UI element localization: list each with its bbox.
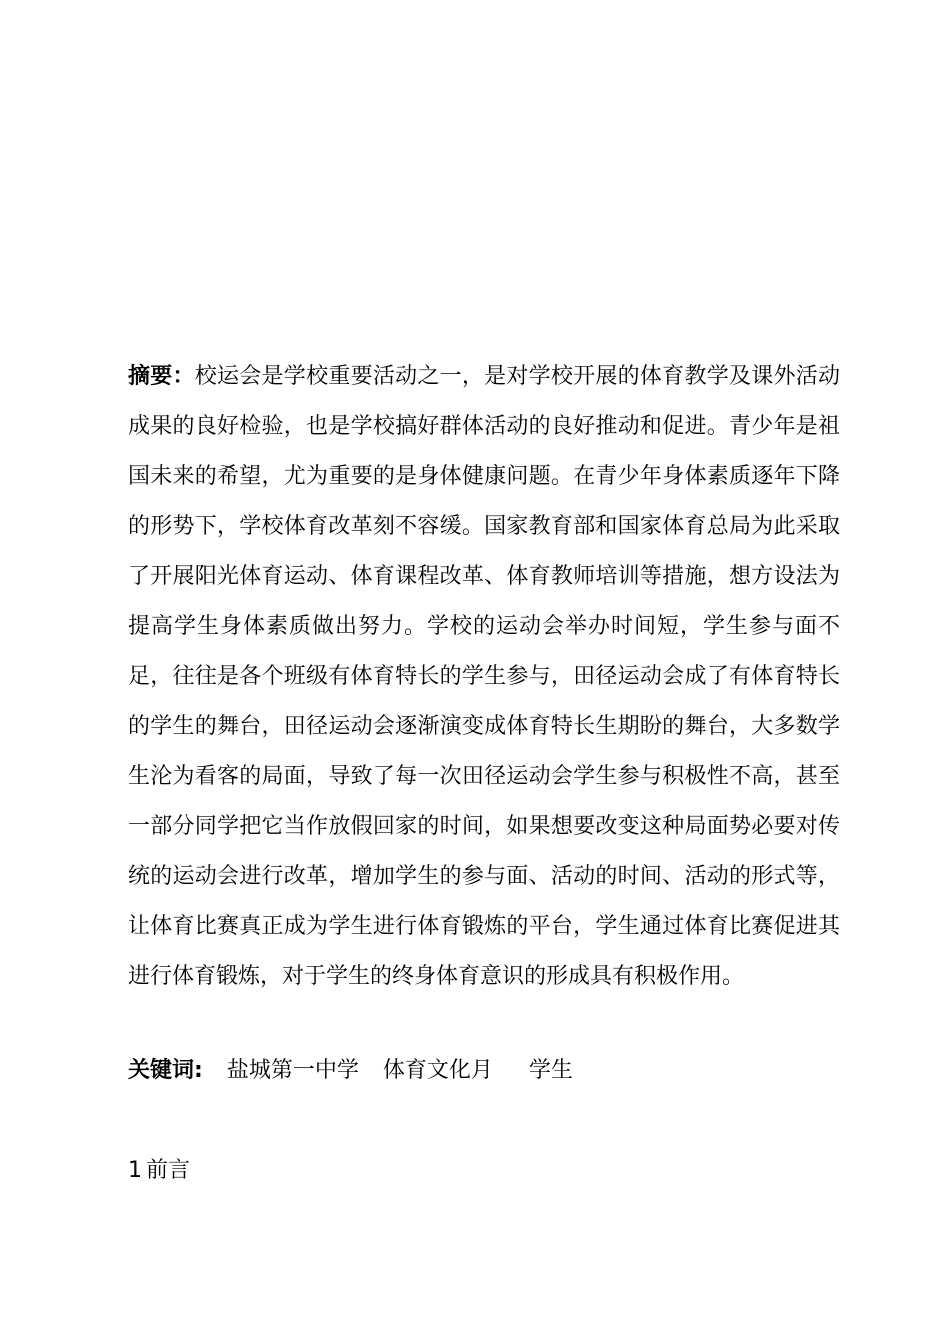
abstract-label: 摘要： <box>128 364 195 389</box>
keyword-item: 体育文化月 <box>382 1058 493 1083</box>
section-number: 1 <box>128 1158 142 1183</box>
abstract-paragraph <box>128 352 840 1002</box>
section-heading <box>128 1146 190 1196</box>
keywords-line <box>128 1046 840 1096</box>
keywords-label: 关键词: <box>128 1058 203 1083</box>
abstract-text: 校运会是学校重要活动之一，是对学校开展的体育教学及课外活动成果的良好检验，也是学校搞好群体活动的良好推动和促进。青少年是祖国未来的希望，尤为重要的是身体健康问题。在青少年身体素质逐年下降的形势下，学校体育改革刻不容缓。国家教育部和国家体育总局为此采取了开展阳光体育运动、体育课程改革、体育教师培训等措施，想方设法为提高学生身体素质做出努力。学校的运动会举办时间短，学生参与面不足，往往是各个班级有体育特长的学生参与，田径运动会成了有体育特长的学生的舞台，田径运动会逐渐演变成体育特长生期盼的舞台，大多数学生沦为看客的局面，导致了每一次田径运动会学生参与积极性不高，甚至一部分同学把它当作放假回家的时间，如果想要改变这种局面势必要对传统的运动会进行改革，增加学生的参与面、活动的时间、活动的形式等，让体育比赛真正成为学生进行体育锻炼的平台，学生通过体育比赛促进其进行体育锻炼，对于学生的终身体育意识的形成具有积极作用。 <box>128 364 840 989</box>
keyword-item: 盐城第一中学 <box>226 1058 359 1083</box>
keyword-item: 学生 <box>528 1058 573 1083</box>
section-title: 前言 <box>146 1158 191 1183</box>
